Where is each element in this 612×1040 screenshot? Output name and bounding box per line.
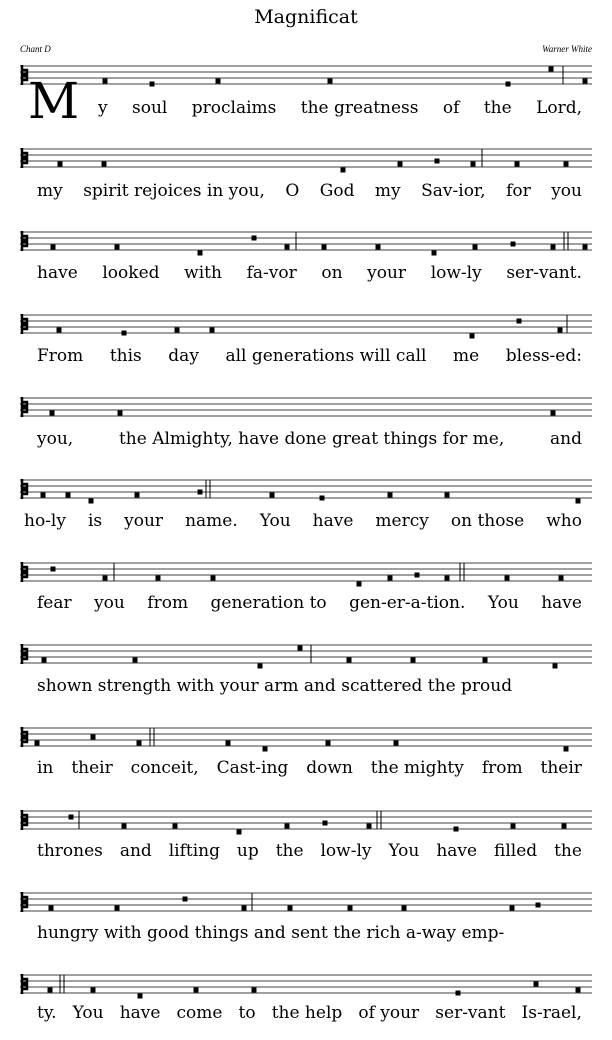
lyric-word: thrones [37, 841, 103, 861]
note-head [135, 493, 140, 498]
note-head [506, 82, 511, 87]
note-head [564, 162, 569, 167]
note-head [237, 830, 242, 835]
note-head [515, 162, 520, 167]
note-head [285, 824, 290, 829]
note-head [517, 319, 522, 324]
staff-5 [0, 394, 612, 424]
note-head [562, 824, 567, 829]
note-head [263, 747, 268, 752]
note-head [138, 994, 143, 999]
note-head [58, 162, 63, 167]
note-head [445, 493, 450, 498]
note-head [91, 735, 96, 740]
lyric-word: your [124, 511, 164, 531]
note-head [445, 576, 450, 581]
staff-1 [0, 62, 612, 92]
note-head [118, 411, 123, 416]
lyric-word: come [176, 1003, 223, 1023]
lyric-word: down [306, 758, 353, 778]
lyric-word: the greatness [300, 98, 419, 118]
note-head [411, 658, 416, 663]
lyric-line-11 [37, 922, 582, 944]
note-head [122, 824, 127, 829]
note-head [558, 328, 563, 333]
note-head [288, 906, 293, 911]
note-head [564, 747, 569, 752]
note-head [198, 490, 203, 495]
chant-label: Chant D [20, 44, 51, 54]
note-head [252, 988, 257, 993]
lyric-word: y [98, 98, 108, 118]
note-head [258, 664, 263, 669]
lyric-word: looked [102, 263, 160, 283]
note-head [298, 646, 303, 651]
clef-icon [22, 397, 27, 417]
lyric-word: of [442, 98, 460, 118]
lyric-line-8 [37, 675, 582, 697]
note-head [226, 741, 231, 746]
lyric-word: you, [37, 429, 74, 449]
note-head [534, 982, 539, 987]
note-head [35, 741, 40, 746]
lyric-word: fa-vor [246, 263, 297, 283]
note-head [551, 411, 556, 416]
lyric-word: You [388, 841, 420, 861]
lyric-word: You [72, 1003, 104, 1023]
lyric-word: on those [450, 511, 525, 531]
lyric-word: have [541, 593, 582, 613]
lyric-word: the mighty [370, 758, 464, 778]
clef-icon [22, 231, 27, 251]
staff-8 [0, 641, 612, 671]
lyric-word: Is-rael, [521, 1003, 582, 1023]
note-head [576, 988, 581, 993]
note-head [57, 328, 62, 333]
note-head [357, 582, 362, 587]
lyric-word: their [71, 758, 113, 778]
lyric-word: the help [271, 1003, 343, 1023]
clef-icon [22, 892, 27, 912]
note-head [559, 576, 564, 581]
lyric-word: from [481, 758, 523, 778]
note-head [51, 245, 56, 250]
note-head [175, 328, 180, 333]
lyric-word: You [487, 593, 519, 613]
page-title: Magnificat [254, 6, 358, 28]
staff-9 [0, 724, 612, 754]
note-head [415, 573, 420, 578]
note-head [216, 79, 221, 84]
lyric-word: you [94, 593, 125, 613]
lyric-word: and [119, 841, 152, 861]
lyric-line-4 [37, 345, 582, 367]
lyric-word: up [236, 841, 259, 861]
staff-10 [0, 807, 612, 837]
staff-6 [0, 476, 612, 506]
note-head [402, 906, 407, 911]
note-head [511, 242, 516, 247]
lyric-word: bless-ed: [505, 346, 582, 366]
note-head [348, 906, 353, 911]
lyric-word: the Almighty, have done great things for me, [118, 429, 505, 449]
staff-4 [0, 311, 612, 341]
lyric-line-10 [37, 840, 582, 862]
note-head [210, 328, 215, 333]
staff-2 [0, 145, 612, 175]
lyric-line-7 [37, 592, 582, 614]
lyric-word: my [374, 181, 401, 201]
note-head [323, 821, 328, 826]
note-head [435, 159, 440, 164]
note-head [51, 567, 56, 572]
note-head [115, 906, 120, 911]
lyric-word: me [453, 346, 480, 366]
note-head [156, 576, 161, 581]
lyric-word: lifting [168, 841, 220, 861]
lyric-line-12 [37, 1002, 582, 1024]
lyric-word: the [554, 841, 582, 861]
note-head [470, 334, 475, 339]
note-head [42, 658, 47, 663]
staff-3 [0, 228, 612, 258]
lyric-line-2 [37, 180, 582, 202]
clef-icon [22, 810, 27, 830]
lyric-word: You [259, 511, 291, 531]
staff-11 [0, 889, 612, 919]
lyric-word: the [275, 841, 304, 861]
note-head [66, 493, 71, 498]
note-head [505, 576, 510, 581]
note-head [69, 815, 74, 820]
note-head [553, 664, 558, 669]
note-head [551, 245, 556, 250]
lyric-word: gen-er-a-tion. [349, 593, 466, 613]
note-head [456, 991, 461, 996]
drop-cap: M [28, 72, 80, 130]
lyric-word: soul [132, 98, 168, 118]
lyric-word: day [168, 346, 199, 366]
lyric-line-1 [98, 97, 582, 119]
lyric-word: fear [37, 593, 72, 613]
clef-icon [22, 148, 27, 168]
lyric-word: with [184, 263, 222, 283]
lyric-word: From [37, 346, 84, 366]
lyric-word: conceit, [130, 758, 199, 778]
note-head [549, 67, 554, 72]
note-head [137, 741, 142, 746]
note-head [48, 988, 53, 993]
note-head [103, 576, 108, 581]
lyric-word: low-ly [320, 841, 372, 861]
lyric-word: God [319, 181, 355, 201]
note-head [41, 493, 46, 498]
note-head [347, 658, 352, 663]
lyric-word: your [367, 263, 407, 283]
note-head [49, 906, 54, 911]
note-head [454, 827, 459, 832]
lyric-word: all generations will call [225, 346, 427, 366]
lyric-word: name. [185, 511, 238, 531]
lyric-word: Cast-ing [216, 758, 289, 778]
lyric-word: generation to [210, 593, 327, 613]
clef-icon [22, 727, 27, 747]
note-head [576, 499, 581, 504]
note-head [102, 162, 107, 167]
note-head [194, 988, 199, 993]
lyric-word: this [109, 346, 142, 366]
clef-icon [22, 479, 27, 499]
note-head [388, 493, 393, 498]
staff-12 [0, 971, 612, 1001]
note-head [91, 988, 96, 993]
lyric-word: ser-vant. [506, 263, 582, 283]
note-head [510, 906, 515, 911]
note-head [328, 79, 333, 84]
note-head [536, 903, 541, 908]
clef-icon [22, 562, 27, 582]
lyric-word: from [147, 593, 189, 613]
note-head [326, 741, 331, 746]
note-head [211, 576, 216, 581]
lyric-word: have [312, 511, 354, 531]
note-head [270, 493, 275, 498]
lyric-word: you [551, 181, 582, 201]
note-head [133, 658, 138, 663]
note-head [473, 245, 478, 250]
note-head [398, 162, 403, 167]
lyric-line-9 [37, 757, 582, 779]
lyric-word: on [321, 263, 343, 283]
lyric-word: who [546, 511, 582, 531]
clef-icon [22, 65, 27, 85]
lyric-word: and [550, 429, 582, 449]
note-head [341, 168, 346, 173]
note-head [394, 741, 399, 746]
note-head [471, 162, 476, 167]
lyric-word: in [37, 758, 54, 778]
note-head [322, 245, 327, 250]
lyric-word: their [540, 758, 582, 778]
lyric-word: Sav-ior, [421, 181, 486, 201]
lyric-word: the [483, 98, 512, 118]
lyric-word: spirit rejoices in you, [83, 181, 265, 201]
note-head [89, 499, 94, 504]
note-head [242, 906, 247, 911]
note-head [198, 251, 203, 256]
lyric-word: my [37, 181, 63, 201]
lyric-word: ser-vant [435, 1003, 506, 1023]
lyric-word: ty. [37, 1003, 57, 1023]
note-head [376, 245, 381, 250]
lyric-word: proclaims [191, 98, 277, 118]
lyric-line-5 [37, 428, 582, 450]
note-head [583, 79, 588, 84]
lyric-word: of your [358, 1003, 420, 1023]
note-head [122, 331, 127, 336]
note-head [367, 824, 372, 829]
note-head [115, 245, 120, 250]
lyric-word: for [506, 181, 531, 201]
note-head [103, 79, 108, 84]
note-head [150, 82, 155, 87]
lyric-word: is [87, 511, 103, 531]
lyric-word: mercy [375, 511, 429, 531]
clef-icon [22, 644, 27, 664]
lyric-word: O [285, 181, 300, 201]
note-head [320, 496, 325, 501]
lyric-word: shown strength with your arm and scattered the proud [37, 676, 513, 696]
lyric-word: filled [494, 841, 538, 861]
lyric-word: Lord, [536, 98, 582, 118]
note-head [583, 245, 588, 250]
lyric-word: to [238, 1003, 256, 1023]
note-head [285, 245, 290, 250]
lyric-word: have [37, 263, 78, 283]
clef-icon [22, 314, 27, 334]
note-head [50, 411, 55, 416]
note-head [432, 251, 437, 256]
lyric-word: hungry with good things and sent the rich a-way emp- [37, 923, 505, 943]
composer-credit: Warner White [542, 44, 592, 54]
note-head [511, 824, 516, 829]
clef-icon [22, 974, 27, 994]
lyric-word: have [119, 1003, 161, 1023]
lyric-word: have [436, 841, 478, 861]
note-head [173, 824, 178, 829]
note-head [252, 236, 257, 241]
staff-7 [0, 559, 612, 589]
lyric-line-3 [37, 262, 582, 284]
note-head [483, 658, 488, 663]
lyric-word: low-ly [430, 263, 482, 283]
note-head [388, 576, 393, 581]
lyric-word: ho-ly [24, 511, 66, 531]
lyric-line-6 [24, 510, 582, 532]
note-head [183, 897, 188, 902]
